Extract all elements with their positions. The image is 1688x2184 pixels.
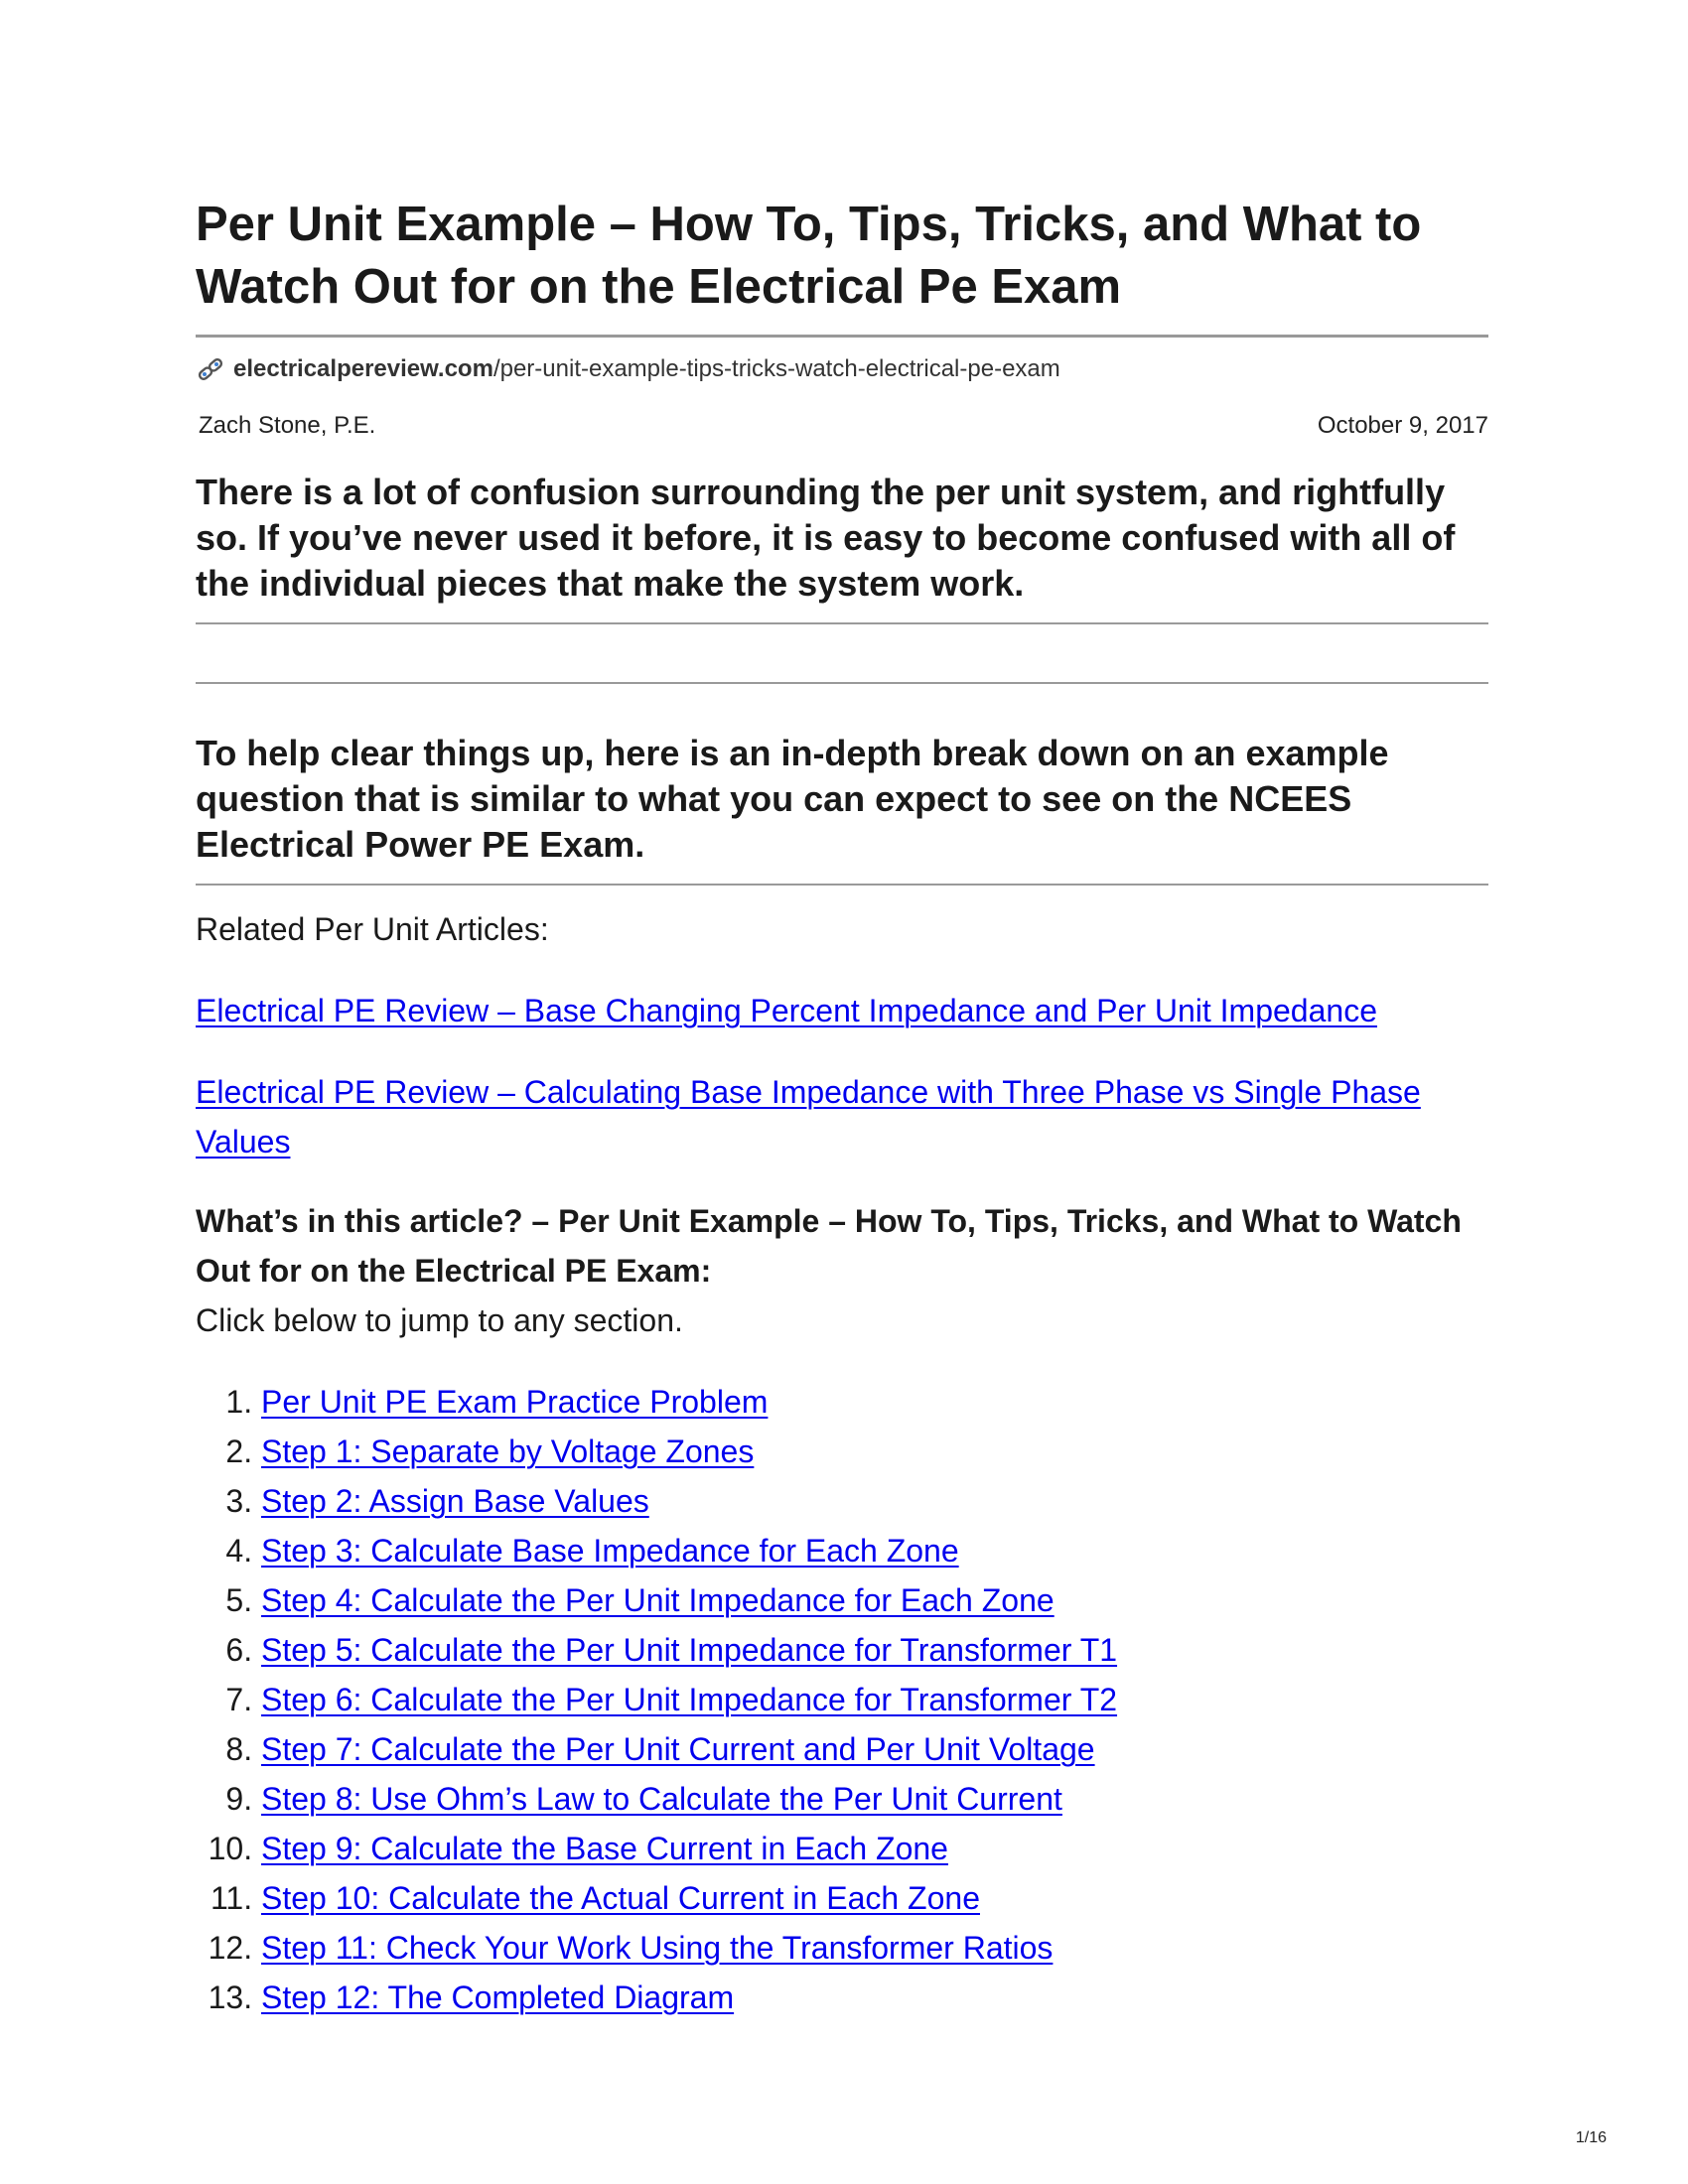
author: Zach Stone, P.E. [199,412,376,439]
toc-link-step-10[interactable]: Step 10: Calculate the Actual Current in Each Zone [261,1880,980,1916]
toc-link-step-6[interactable]: Step 6: Calculate the Per Unit Impedance for Transformer T2 [261,1682,1118,1717]
publish-date: October 9, 2017 [1317,412,1488,439]
lead-divider-2 [196,682,1488,684]
toc-link-step-1[interactable]: Step 1: Separate by Voltage Zones [261,1433,755,1469]
page-number: 1/16 [1575,2129,1607,2146]
toc-item [261,1377,1488,1427]
toc-item [261,1575,1488,1625]
toc-item [261,1774,1488,1824]
source-domain[interactable]: electricalpereview.com [233,355,493,382]
toc-link-step-7[interactable]: Step 7: Calculate the Per Unit Current and Per Unit Voltage [261,1731,1095,1767]
source-row [196,355,1488,383]
lead-divider-1 [196,622,1488,624]
toc-heading: What’s in this article? – Per Unit Example – How To, Tips, Tricks, and What to Watch Out for on the Electrical PE Exam: [196,1203,1462,1289]
related-link-2[interactable]: Electrical PE Review – Calculating Base Impedance with Three Phase vs Single Phase Values [196,1074,1421,1160]
article-title: Per Unit Example – How To, Tips, Tricks, and What to Watch Out for on the Electrical Pe Exam [196,198,1422,314]
meta-row [196,412,1488,440]
toc-link-step-5[interactable]: Step 5: Calculate the Per Unit Impedance for Transformer T1 [261,1632,1118,1668]
toc-link-step-8[interactable]: Step 8: Use Ohm’s Law to Calculate the Per Unit Current [261,1781,1062,1817]
toc-item [261,1526,1488,1575]
toc-link-step-12[interactable]: Step 12: The Completed Diagram [261,1979,735,2015]
toc-item [261,1625,1488,1675]
toc-item [261,1873,1488,1923]
toc-link-step-3[interactable]: Step 3: Calculate Base Impedance for Each Zone [261,1533,959,1569]
toc-link-step-2[interactable]: Step 2: Assign Base Values [261,1483,649,1519]
toc-item [261,1824,1488,1873]
lead-paragraph-2: To help clear things up, here is an in-depth break down on an example question that is similar to what you can expect to see on the NCEES Electrical Power PE Exam. [196,733,1389,865]
toc-link-step-11[interactable]: Step 11: Check Your Work Using the Transformer Ratios [261,1930,1054,1966]
article [196,194,1488,2022]
link-icon [196,356,225,382]
toc-link-step-9[interactable]: Step 9: Calculate the Base Current in Each Zone [261,1831,948,1866]
lead-paragraph-1: There is a lot of confusion surrounding the per unit system, and rightfully so. If you’ve never used it before, it is easy to become confused with all of the individual pieces that make the system work. [196,472,1456,604]
title-divider [196,335,1488,338]
lead-divider-3 [196,884,1488,886]
toc-item [261,1427,1488,1476]
toc-list [196,1377,1488,2022]
toc-item [261,1476,1488,1526]
toc-item [261,1923,1488,1973]
related-heading: Related Per Unit Articles: [196,911,549,947]
toc-link-step-4[interactable]: Step 4: Calculate the Per Unit Impedance for Each Zone [261,1582,1055,1618]
toc-item [261,1675,1488,1724]
related-link-2-paragraph [196,1067,1488,1166]
toc-item [261,1973,1488,2022]
toc-link-practice-problem[interactable]: Per Unit PE Exam Practice Problem [261,1384,769,1420]
toc-item [261,1724,1488,1774]
related-link-1-paragraph [196,986,1488,1035]
toc-instruction: Click below to jump to any section. [196,1302,683,1338]
source-path[interactable]: /per-unit-example-tips-tricks-watch-electrical-pe-exam [492,355,1060,382]
related-link-1[interactable]: Electrical PE Review – Base Changing Percent Impedance and Per Unit Impedance [196,993,1377,1028]
